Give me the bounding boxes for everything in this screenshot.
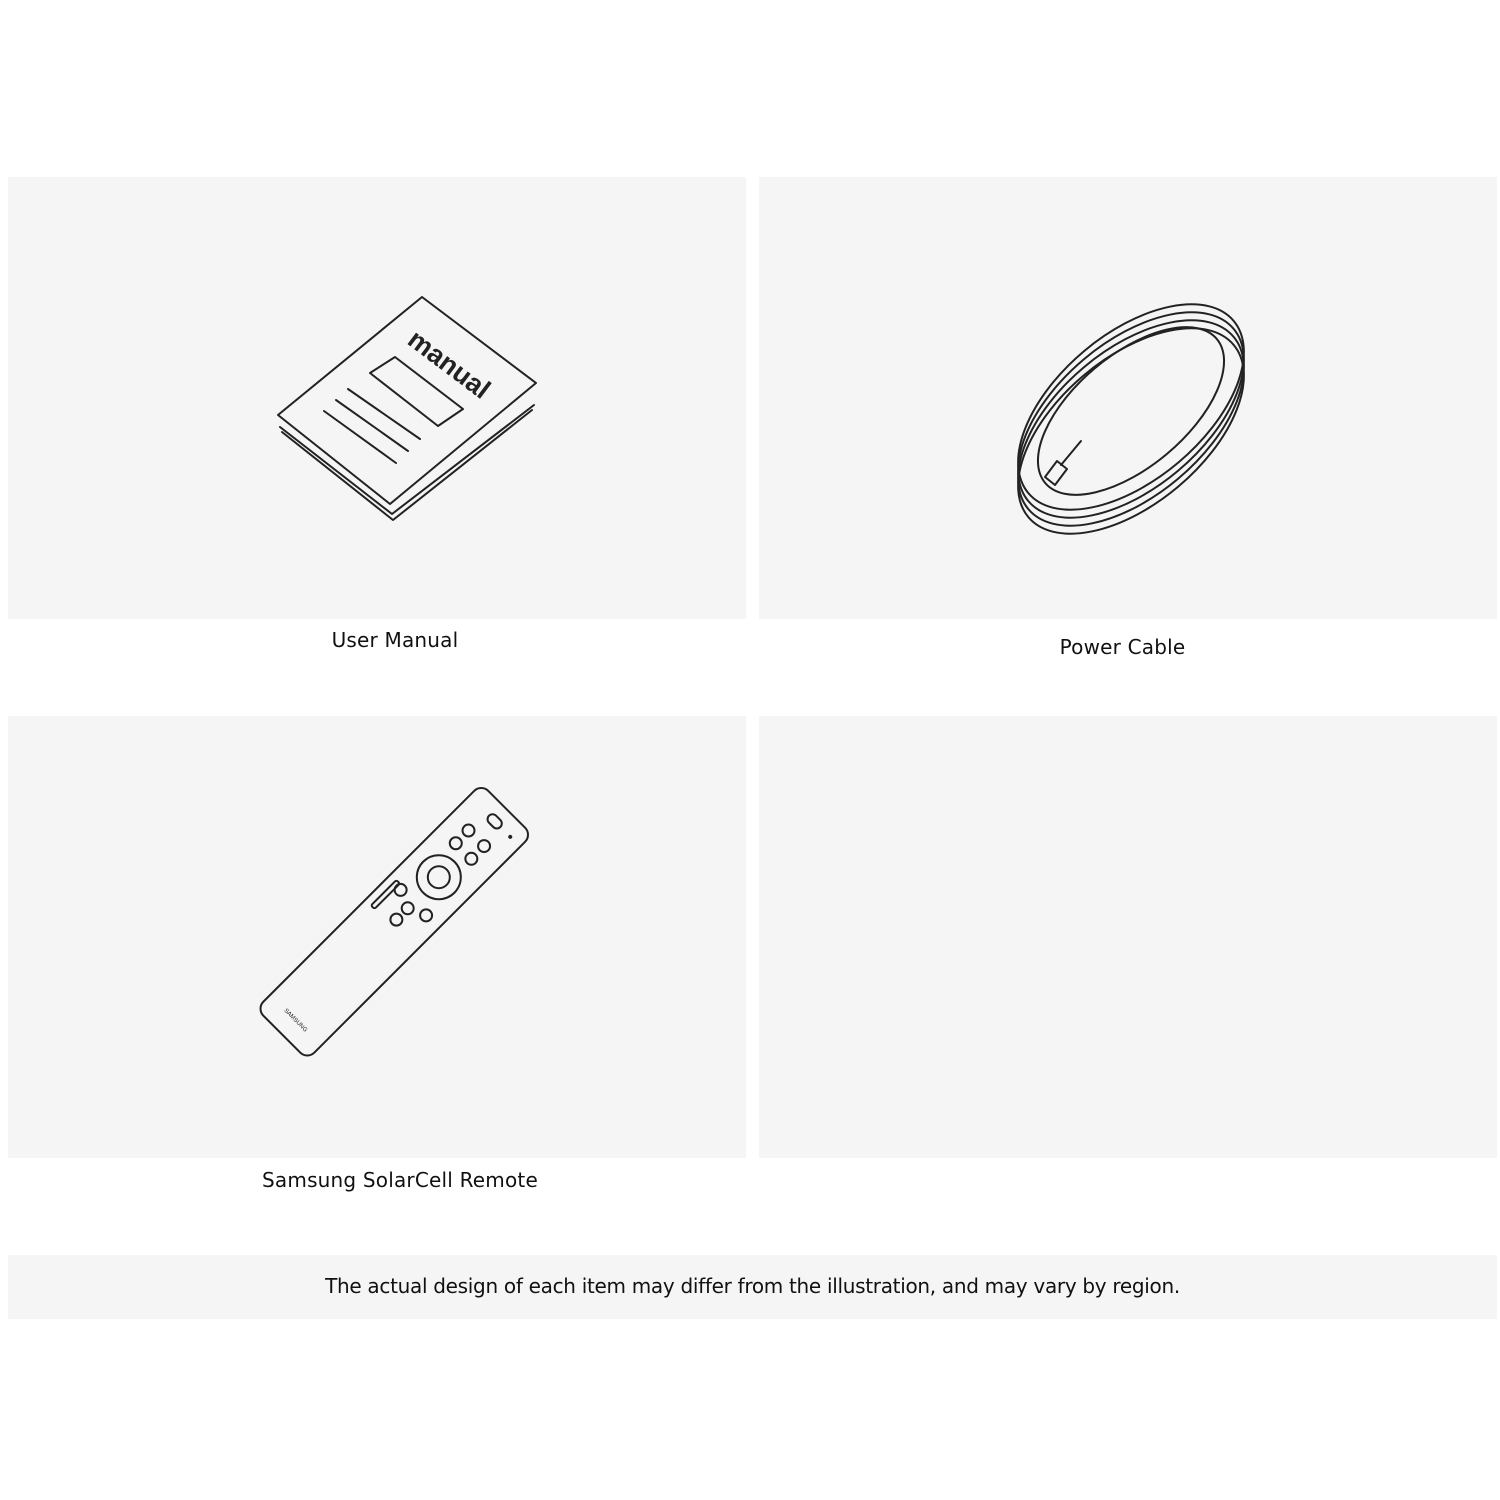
item-panel-solarcell-remote [8, 716, 746, 1158]
item-label-user-manual: User Manual [331, 628, 459, 652]
disclaimer-text: The actual design of each item may differ from the illustration, and may vary by region. [325, 1274, 1180, 1298]
coiled-cable-icon [759, 177, 1497, 619]
manual-book-icon [8, 177, 746, 619]
disclaimer-bar [8, 1255, 1497, 1319]
item-label-solarcell-remote: Samsung SolarCell Remote [262, 1168, 538, 1192]
remote-control-icon [8, 716, 746, 1158]
empty-panel [759, 716, 1497, 1158]
manual-cover-text: manual [402, 323, 496, 405]
item-label-power-cable: Power Cable [1059, 635, 1186, 659]
item-panel-power-cable [759, 177, 1497, 619]
item-panel-user-manual [8, 177, 746, 619]
remote-brand-text: SAMSUNG [282, 1007, 309, 1034]
